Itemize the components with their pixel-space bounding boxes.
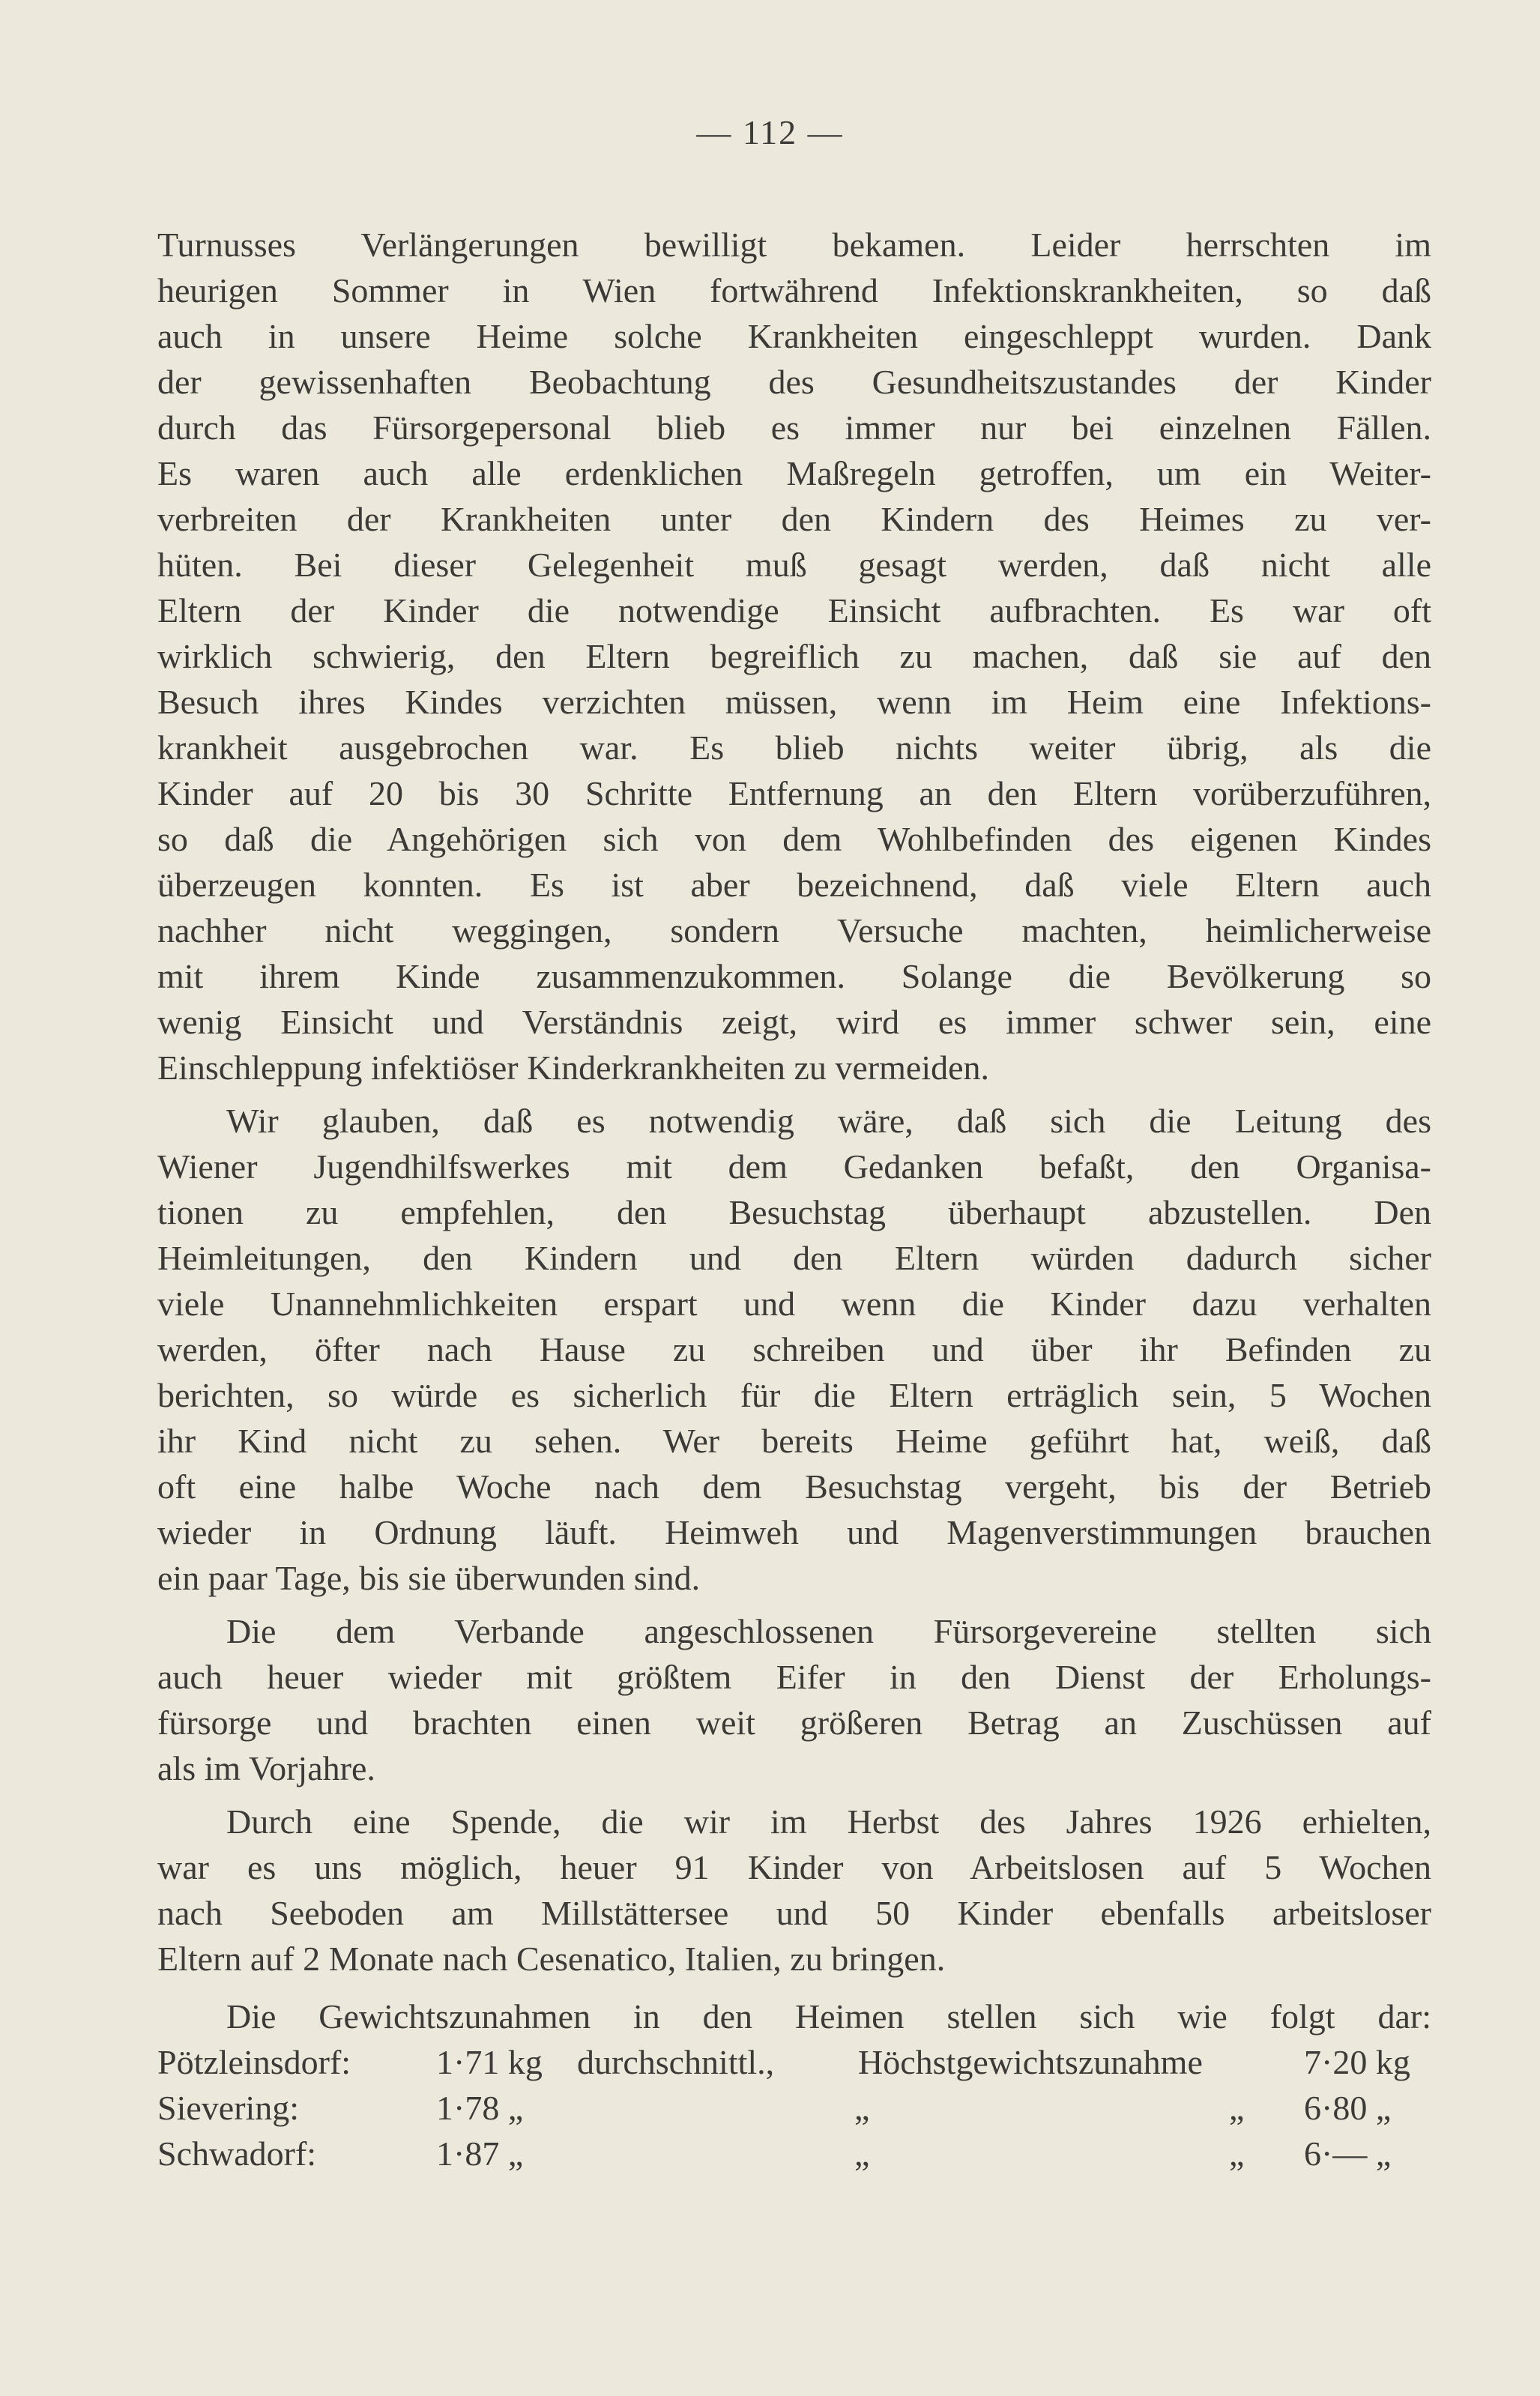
text-line: Turnusses Verlängerungen bewilligt bekamen. Leider herrschten im	[157, 226, 1431, 264]
text-line: werden, öfter nach Hause zu schreiben und über ihr Befinden zu	[157, 1330, 1431, 1369]
text-line: tionen zu empfehlen, den Besuchstag überhaupt abzustellen. Den	[157, 1193, 1431, 1231]
text-line: nachher nicht weggingen, sondern Versuche machten, heimlicherweise	[157, 911, 1431, 950]
table-cell-label: „	[854, 2089, 870, 2127]
text-line: Einschleppung infektiöser Kinderkrankheiten zu vermeiden.	[157, 1048, 990, 1087]
text-line: so daß die Angehörigen sich von dem Wohlbefinden des eigenen Kindes	[157, 820, 1431, 858]
text-line: Besuch ihres Kindes verzichten müssen, wenn im Heim eine Infektions-	[157, 683, 1431, 721]
table-cell-place: Pötzleinsdorf:	[157, 2043, 351, 2081]
table-cell-maximum: 6·— „	[1304, 2134, 1392, 2173]
text-line: mit ihrem Kinde zusammenzukommen. Solange die Bevölkerung so	[157, 957, 1431, 995]
table-row	[157, 2085, 1431, 2131]
text-line: durch das Fürsorgepersonal blieb es immer nur bei einzelnen Fällen.	[157, 408, 1431, 447]
text-line: Eltern der Kinder die notwendige Einsicht aufbrachten. Es war oft	[157, 591, 1431, 630]
table-cell-maximum: 7·20 kg	[1304, 2043, 1410, 2081]
page-number: — 112 —	[696, 113, 844, 151]
text-line: Die dem Verbande angeschlossenen Fürsorgevereine stellten sich	[226, 1612, 1431, 1650]
table-cell-place: Schwadorf:	[157, 2134, 317, 2173]
table-cell-label: „	[1229, 2134, 1245, 2173]
table-cell-label: Höchstgewichtszunahme	[858, 2043, 1203, 2081]
weight-gain-table	[157, 1994, 1431, 2176]
table-cell-average: 1·71 kg	[436, 2043, 543, 2081]
text-line: Es waren auch alle erdenklichen Maßregeln getroffen, um ein Weiter-	[157, 454, 1431, 492]
table-cell-maximum: 6·80 „	[1304, 2089, 1392, 2127]
text-line: nach Seeboden am Millstättersee und 50 Kinder ebenfalls arbeitsloser	[157, 1894, 1431, 1932]
table-cell-average: 1·78 „	[436, 2089, 524, 2127]
body-text	[157, 222, 1431, 1989]
text-line: Wir glauben, daß es notwendig wäre, daß sich die Leitung des	[226, 1102, 1431, 1140]
paragraph	[157, 1098, 1431, 1601]
weight-table-intro: Die Gewichtszunahmen in den Heimen stellen sich wie folgt dar:	[226, 1997, 1431, 2036]
text-line: verbreiten der Krankheiten unter den Kindern des Heimes zu ver-	[157, 500, 1431, 538]
table-row	[157, 2039, 1431, 2085]
text-line: wieder in Ordnung läuft. Heimweh und Magenverstimmungen brauchen	[157, 1513, 1431, 1551]
text-line: hüten. Bei dieser Gelegenheit muß gesagt werden, daß nicht alle	[157, 546, 1431, 584]
text-line: auch in unsere Heime solche Krankheiten eingeschleppt wurden. Dank	[157, 317, 1431, 355]
table-cell-label: durchschnittl.,	[577, 2043, 775, 2081]
table-row	[157, 2131, 1431, 2176]
paragraph	[157, 1799, 1431, 1982]
text-line: fürsorge und brachten einen weit größeren Betrag an Zuschüssen auf	[157, 1704, 1431, 1742]
text-line: Heimleitungen, den Kindern und den Eltern würden dadurch sicher	[157, 1239, 1431, 1277]
text-line: Durch eine Spende, die wir im Herbst des Jahres 1926 erhielten,	[226, 1802, 1431, 1841]
text-line: auch heuer wieder mit größtem Eifer in den Dienst der Erholungs-	[157, 1658, 1431, 1696]
text-line: wirklich schwierig, den Eltern begreiflich zu machen, daß sie auf den	[157, 637, 1431, 675]
text-line: als im Vorjahre.	[157, 1749, 375, 1787]
text-line: berichten, so würde es sicherlich für die Eltern erträglich sein, 5 Wochen	[157, 1376, 1431, 1414]
text-line: Kinder auf 20 bis 30 Schritte Entfernung an den Eltern vorüberzuführen,	[157, 774, 1431, 812]
table-cell-average: 1·87 „	[436, 2134, 524, 2173]
text-line: krankheit ausgebrochen war. Es blieb nichts weiter übrig, als die	[157, 728, 1431, 767]
text-line: der gewissenhaften Beobachtung des Gesundheitszustandes der Kinder	[157, 363, 1431, 401]
paragraph	[157, 222, 1431, 1090]
text-line: heurigen Sommer in Wien fortwährend Infektionskrankheiten, so daß	[157, 271, 1431, 310]
text-line: Wiener Jugendhilfswerkes mit dem Gedanken befaßt, den Organisa-	[157, 1147, 1431, 1186]
text-line: oft eine halbe Woche nach dem Besuchstag vergeht, bis der Betrieb	[157, 1467, 1431, 1506]
text-line: Eltern auf 2 Monate nach Cesenatico, Italien, zu bringen.	[157, 1940, 946, 1978]
text-line: überzeugen konnten. Es ist aber bezeichnend, daß viele Eltern auch	[157, 866, 1431, 904]
text-line: ihr Kind nicht zu sehen. Wer bereits Heime geführt hat, weiß, daß	[157, 1422, 1431, 1460]
text-line: viele Unannehmlichkeiten erspart und wenn die Kinder dazu verhalten	[157, 1285, 1431, 1323]
text-line: ein paar Tage, bis sie überwunden sind.	[157, 1559, 701, 1597]
table-cell-label: „	[854, 2134, 870, 2173]
table-cell-place: Sievering:	[157, 2089, 300, 2127]
paragraph	[157, 1608, 1431, 1791]
table-cell-label: „	[1229, 2089, 1245, 2127]
text-line: wenig Einsicht und Verständnis zeigt, wird es immer schwer sein, eine	[157, 1003, 1431, 1041]
text-line: war es uns möglich, heuer 91 Kinder von Arbeitslosen auf 5 Wochen	[157, 1848, 1431, 1886]
